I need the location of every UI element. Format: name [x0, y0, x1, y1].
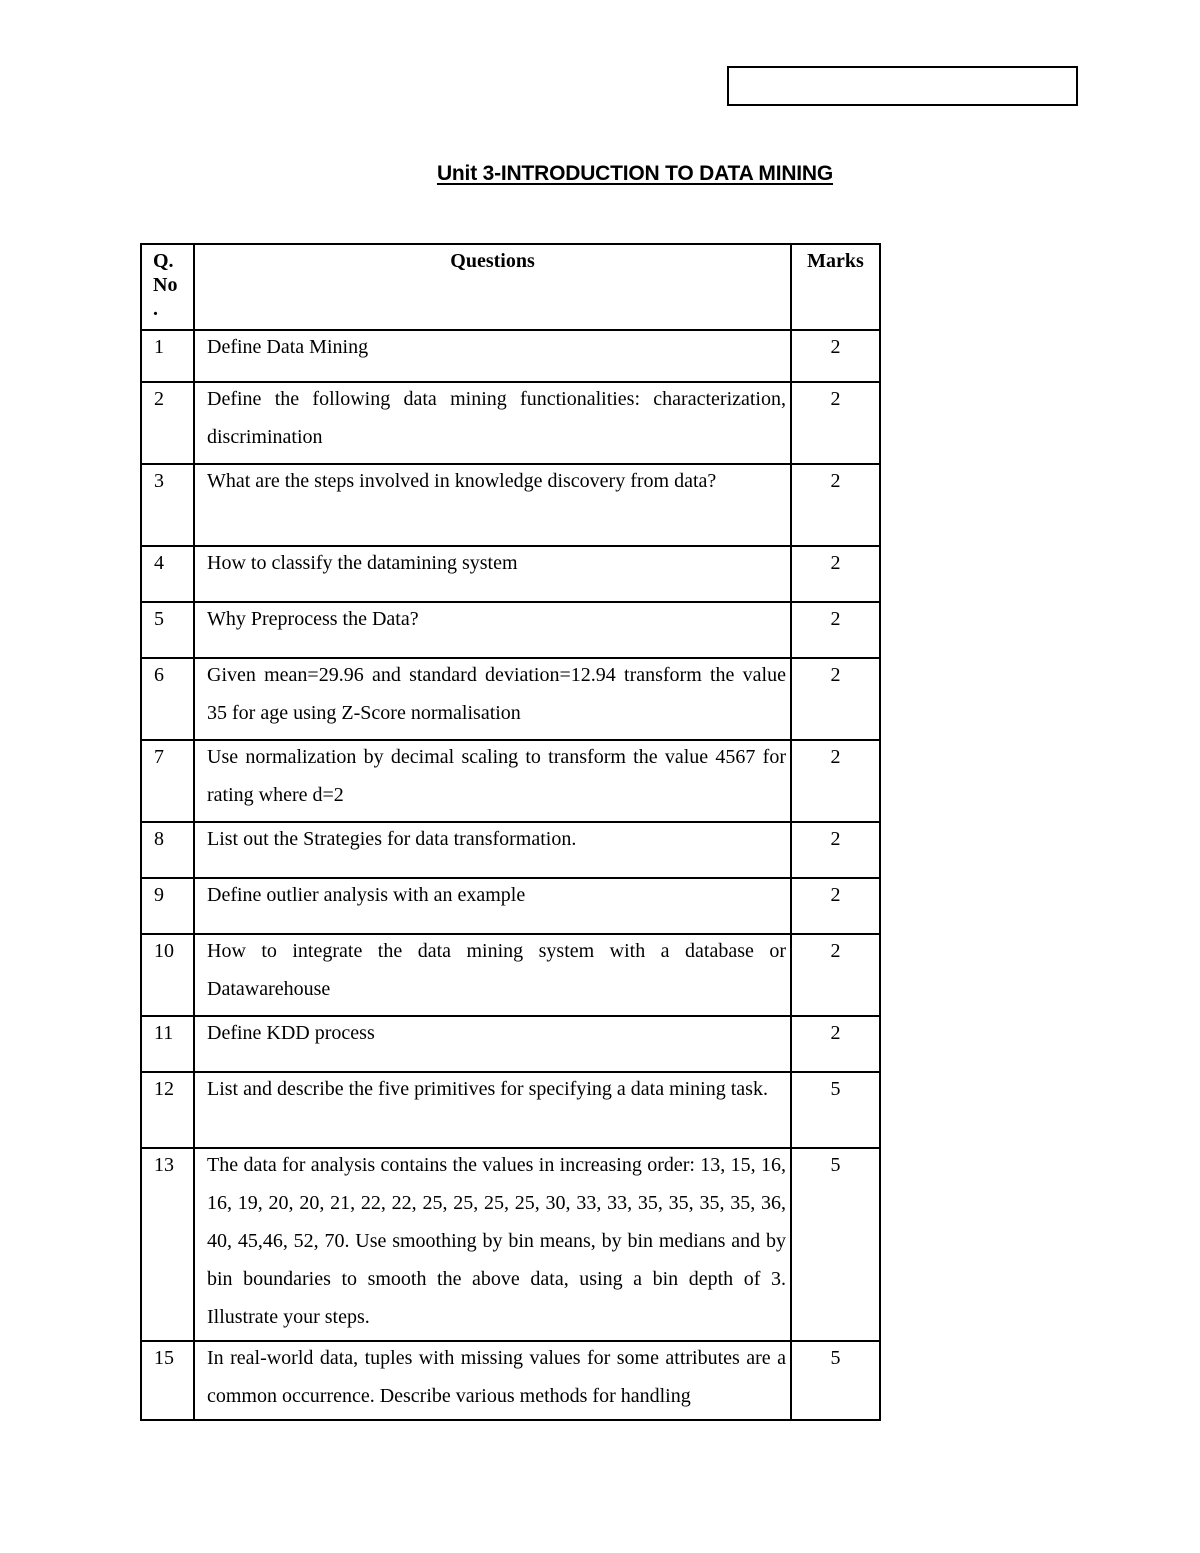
question-marks: 2	[791, 602, 880, 658]
column-header-marks: Marks	[791, 244, 880, 330]
question-marks: 2	[791, 740, 880, 822]
question-text: Define KDD process	[207, 1022, 375, 1044]
table-row	[141, 1341, 880, 1420]
question-number: 4	[141, 546, 194, 602]
question-number: 8	[141, 822, 194, 878]
question-text: How to classify the datamining system	[207, 552, 518, 574]
table-row	[141, 658, 880, 740]
table-row	[141, 464, 880, 546]
question-marks: 2	[791, 546, 880, 602]
question-cell	[194, 1072, 791, 1148]
column-header-no	[141, 244, 194, 330]
question-number: 13	[141, 1148, 194, 1341]
question-number: 7	[141, 740, 194, 822]
question-cell	[194, 330, 791, 382]
question-cell	[194, 1016, 791, 1072]
questions-table	[140, 243, 881, 1421]
question-cell	[194, 658, 791, 740]
question-marks: 2	[791, 878, 880, 934]
question-cell	[194, 464, 791, 546]
question-text: Define Data Mining	[207, 336, 369, 358]
question-cell	[194, 546, 791, 602]
question-text: List out the Strategies for data transformation.	[207, 828, 577, 850]
question-text: Why Preprocess the Data?	[207, 608, 419, 630]
question-cell	[194, 740, 791, 822]
question-cell	[194, 878, 791, 934]
question-number: 2	[141, 382, 194, 464]
question-marks: 2	[791, 464, 880, 546]
question-number: 15	[141, 1341, 194, 1420]
question-number: 3	[141, 464, 194, 546]
question-text: How to integrate the data mining system with a database or Datawarehouse	[207, 940, 786, 1000]
question-text: In real-world data, tuples with missing values for some attributes are a common occurrence. Describe various methods for handling	[207, 1347, 786, 1407]
question-number: 11	[141, 1016, 194, 1072]
question-number: 1	[141, 330, 194, 382]
page-title: Unit 3-INTRODUCTION TO DATA MINING	[436, 162, 834, 185]
question-marks: 2	[791, 330, 880, 382]
question-marks: 5	[791, 1072, 880, 1148]
question-cell	[194, 1341, 791, 1420]
question-cell	[194, 382, 791, 464]
column-header-no-label: Q. No .	[153, 250, 178, 320]
question-text: Define outlier analysis with an example	[207, 884, 526, 906]
question-text: Given mean=29.96 and standard deviation=12.94 transform the value 35 for age using Z-Score normalisation	[207, 664, 786, 724]
question-marks: 2	[791, 822, 880, 878]
question-number: 6	[141, 658, 194, 740]
column-header-questions: Questions	[194, 244, 791, 330]
question-marks: 2	[791, 658, 880, 740]
question-marks: 2	[791, 382, 880, 464]
question-marks: 5	[791, 1148, 880, 1341]
table-row	[141, 822, 880, 878]
question-number: 10	[141, 934, 194, 1016]
question-cell	[194, 934, 791, 1016]
table-row	[141, 1072, 880, 1148]
table-row	[141, 1148, 880, 1341]
table-row	[141, 934, 880, 1016]
question-marks: 2	[791, 934, 880, 1016]
table-row	[141, 878, 880, 934]
table-row	[141, 546, 880, 602]
question-text: The data for analysis contains the values in increasing order: 13, 15, 16, 16, 19, 20, 20, 21, 22, 22, 25, 25, 25, 25, 30, 33, 33, 35, 35, 35, 35, 36, 40, 45,46, 52, 70. Use smoothing by bin means, by bin medians and by bin boundaries to smooth the above data, using a bin depth of 3. Illustrate your steps.	[207, 1154, 786, 1328]
question-marks: 2	[791, 1016, 880, 1072]
question-text: Use normalization by decimal scaling to transform the value 4567 for rating where d=2	[207, 746, 786, 806]
blank-header-box	[727, 66, 1078, 106]
table-row	[141, 382, 880, 464]
table-row	[141, 1016, 880, 1072]
question-number: 9	[141, 878, 194, 934]
table-row	[141, 740, 880, 822]
table-row	[141, 330, 880, 382]
question-text: What are the steps involved in knowledge discovery from data?	[207, 470, 717, 492]
question-text: List and describe the five primitives for specifying a data mining task.	[207, 1078, 768, 1100]
question-text: Define the following data mining functionalities: characterization, discrimination	[207, 388, 786, 448]
table-row	[141, 602, 880, 658]
question-number: 5	[141, 602, 194, 658]
question-cell	[194, 822, 791, 878]
question-number: 12	[141, 1072, 194, 1148]
table-header-row	[141, 244, 880, 330]
question-marks: 5	[791, 1341, 880, 1420]
question-cell	[194, 1148, 791, 1341]
question-cell	[194, 602, 791, 658]
